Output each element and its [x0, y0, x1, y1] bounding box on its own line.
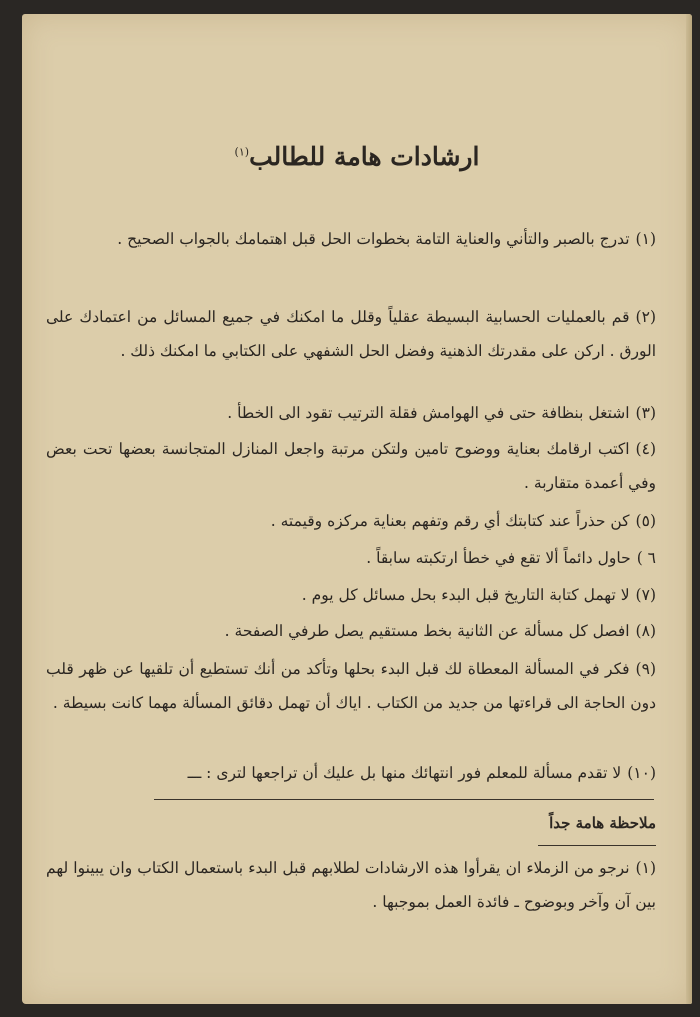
item-number: (٧): [635, 586, 656, 604]
instruction-item-1: [46, 222, 656, 256]
item-text: قم بالعمليات الحسابية البسيطة عقلياً وقلل ما امكنك في جميع المسائل من اعتمادك على الورق . اركن على مقدرتك الذهنية وفضل الحل الشفهي على الكتابي ما امكنك ذلك .: [46, 308, 656, 360]
item-text: لا تهمل كتابة التاريخ قبل البدء بحل مسائل كل يوم .: [301, 586, 630, 604]
instruction-item-3: [46, 396, 656, 430]
note-heading: ملاحظة هامة جداً: [549, 814, 656, 832]
page-title: [22, 142, 692, 171]
item-text: لا تقدم مسألة للمعلم فور انتهائك منها بل عليك أن تراجعها لترى : ـــ: [187, 764, 622, 782]
note-heading-underline: [538, 845, 656, 846]
instruction-item-5: [46, 504, 656, 538]
note-item-1: [46, 851, 656, 919]
instruction-item-10: [46, 756, 656, 790]
title-footnote-marker: (١): [234, 145, 250, 159]
section-divider: [154, 799, 654, 800]
item-number: (٣): [635, 404, 656, 422]
item-text: اشتغل بنظافة حتى في الهوامش فقلة الترتيب تقود الى الخطأ .: [227, 404, 630, 422]
instruction-item-6: [46, 541, 656, 575]
item-text: كن حذراً عند كتابتك أي رقم وتفهم بعناية مركزه وقيمته .: [270, 512, 630, 530]
item-number: (٢): [635, 308, 656, 326]
item-number: ٦ ): [636, 549, 656, 567]
book-page: [22, 14, 692, 1004]
item-text: نرجو من الزملاء ان يقرأوا هذه الارشادات لطلابهم قبل البدء باستعمال الكتاب وان يبينوا لهم بين آن وآخر وبوضوح ـ فائدة العمل بموجبها .: [46, 859, 656, 911]
instruction-item-2: [46, 300, 656, 368]
instruction-item-7: [46, 578, 656, 612]
page-content: [22, 14, 692, 1004]
item-number: (٨): [635, 622, 656, 640]
item-number: (٩): [635, 660, 656, 678]
item-number: (٤): [635, 440, 656, 458]
item-text: فكر في المسألة المعطاة لك قبل البدء بحلها وتأكد من أنك تستطيع أن تلقيها عن ظهر قلب دون الحاجة الى قراءتها من جديد من الكتاب . اياك أن تهمل دقائق المسألة مهما كانت بسيطة .: [46, 660, 656, 712]
instruction-item-4: [46, 432, 656, 500]
item-number: (١٠): [627, 764, 656, 782]
item-text: اكتب ارقامك بعناية ووضوح تامين ولتكن مرتبة واجعل المنازل المتجانسة بعضها تحت بعض وفي أعمدة متقاربة .: [46, 440, 656, 492]
instruction-item-9: [46, 652, 656, 720]
item-text: تدرج بالصبر والتأني والعناية التامة بخطوات الحل قبل اهتمامك بالجواب الصحيح .: [117, 230, 630, 248]
item-number: (١): [635, 859, 656, 877]
title-text: ارشادات هامة للطالب: [249, 142, 480, 171]
item-number: (٥): [635, 512, 656, 530]
instruction-item-8: [46, 614, 656, 648]
item-text: حاول دائماً ألا تقع في خطأ ارتكبته سابقاً .: [366, 549, 631, 567]
item-number: (١): [635, 230, 656, 248]
item-text: افصل كل مسألة عن الثانية بخط مستقيم يصل طرفي الصفحة .: [224, 622, 630, 640]
